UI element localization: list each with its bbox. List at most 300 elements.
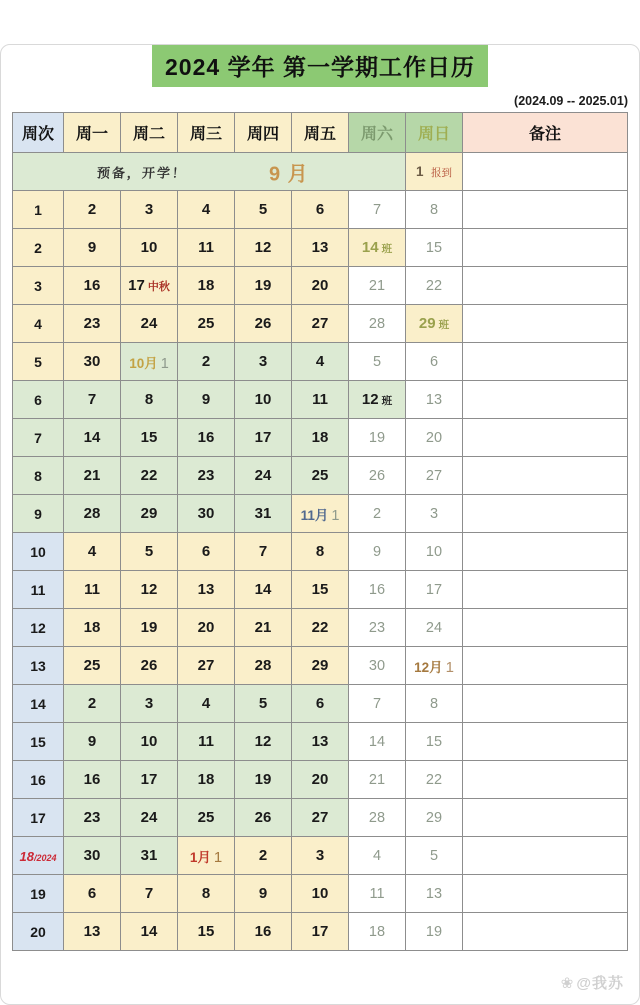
day-number: 13: [311, 733, 329, 750]
remark-cell: [463, 799, 628, 837]
month-prefix: 10月: [129, 355, 158, 371]
day-cell: [406, 837, 463, 875]
day-number: 12: [140, 581, 158, 598]
day-cell: [121, 875, 178, 913]
week-number-cell: 3: [13, 267, 64, 305]
day-number: 7: [372, 696, 382, 712]
day-cell: [64, 343, 121, 381]
day-cell: [349, 495, 406, 533]
header-tuesday: 周二: [121, 113, 178, 153]
day-cell: [64, 723, 121, 761]
day-number: 2: [258, 847, 268, 864]
header-saturday: 周六: [349, 113, 406, 153]
day-cell: [349, 229, 406, 267]
day-cell: [349, 571, 406, 609]
day-number: 3: [258, 353, 268, 370]
day-number: 8: [201, 885, 211, 902]
week-number-cell: 20: [13, 913, 64, 951]
month-row: [13, 153, 628, 191]
day-number: 24: [140, 809, 158, 826]
watermark-flower-logo-icon: ❀: [560, 975, 575, 992]
day-cell: [292, 799, 349, 837]
day-cell: [235, 609, 292, 647]
day-number: 10: [140, 239, 158, 256]
day-number: 27: [311, 315, 329, 332]
day-cell: [292, 457, 349, 495]
day-number: 22: [425, 278, 443, 294]
day-cell: [121, 799, 178, 837]
day-cell: [235, 647, 292, 685]
day-number: 22: [425, 772, 443, 788]
day-number: 25: [311, 467, 329, 484]
month-label: 9 月: [269, 163, 309, 185]
week-row: [13, 495, 628, 533]
week-number-cell: 19: [13, 875, 64, 913]
day-cell: [292, 533, 349, 571]
day-number: 9: [87, 733, 97, 750]
day-number: 15: [425, 240, 443, 256]
day-cell: [349, 799, 406, 837]
day-cell: [406, 305, 463, 343]
day-number: 9: [372, 544, 382, 560]
day-cell: [349, 305, 406, 343]
day-cell: [235, 723, 292, 761]
day-number: 7: [87, 391, 97, 408]
day-cell: [235, 799, 292, 837]
day-number: 14: [361, 239, 379, 256]
day-number: 17: [311, 923, 329, 940]
week-row: [13, 267, 628, 305]
day-number: 9: [87, 239, 97, 256]
day-cell: [121, 495, 178, 533]
calendar-body: [13, 153, 628, 951]
day-cell: [121, 533, 178, 571]
week-row: [13, 647, 628, 685]
day-number: 8: [429, 202, 439, 218]
header-monday: 周一: [64, 113, 121, 153]
day-cell: [406, 609, 463, 647]
week-number-cell: 1: [13, 191, 64, 229]
day-number: 13: [425, 886, 443, 902]
day-cell: [292, 723, 349, 761]
day-number: 18: [83, 619, 101, 636]
day-number: 18: [311, 429, 329, 446]
day-cell: [121, 381, 178, 419]
day-number: 28: [83, 505, 101, 522]
day-number: 13: [83, 923, 101, 940]
day-number: 8: [315, 543, 325, 560]
day-cell: [235, 343, 292, 381]
remark-cell: [463, 647, 628, 685]
day-cell: [178, 571, 235, 609]
header-thursday: 周四: [235, 113, 292, 153]
day-number: 19: [140, 619, 158, 636]
day-cell: [406, 761, 463, 799]
day-cell: [292, 305, 349, 343]
day-cell: [235, 419, 292, 457]
day-cell: [406, 875, 463, 913]
day-number: 10: [311, 885, 329, 902]
day-number: 3: [144, 695, 154, 712]
day-cell: [64, 419, 121, 457]
day-cell: [121, 685, 178, 723]
week-number-cell: 12: [13, 609, 64, 647]
week-row: [13, 571, 628, 609]
remark-cell: [463, 609, 628, 647]
week-number-cell: 11: [13, 571, 64, 609]
watermark-text: @我苏: [576, 975, 624, 992]
remark-cell: [463, 837, 628, 875]
day-cell: [349, 419, 406, 457]
day-cell: [292, 381, 349, 419]
day-cell: [178, 495, 235, 533]
day-number: 14: [368, 734, 386, 750]
day-cell: [235, 913, 292, 951]
week-row: [13, 457, 628, 495]
day-cell: [406, 495, 463, 533]
day-cell: [121, 191, 178, 229]
day-number: 20: [197, 619, 215, 636]
day-cell: [178, 343, 235, 381]
day-cell: [178, 609, 235, 647]
day-cell: [178, 761, 235, 799]
day-cell: [178, 875, 235, 913]
day-cell: [349, 837, 406, 875]
day-cell: [292, 609, 349, 647]
day-number: 1: [445, 658, 454, 676]
day-cell: [406, 571, 463, 609]
day-cell: [178, 191, 235, 229]
day-cell: [64, 533, 121, 571]
day-cell: [406, 457, 463, 495]
week-number-cell: 14: [13, 685, 64, 723]
day-cell: [349, 191, 406, 229]
day-number: 12: [254, 239, 272, 256]
day-number: 6: [429, 354, 439, 370]
remark-cell: [463, 153, 628, 191]
day-tag: 班: [381, 395, 393, 407]
day-number: 7: [372, 202, 382, 218]
day-cell: [406, 419, 463, 457]
week-row: [13, 305, 628, 343]
week-row: [13, 533, 628, 571]
day-number: 1: [331, 507, 340, 524]
semester-start-note: 预备，开学！: [96, 165, 188, 180]
first-day-tag: 报到: [430, 166, 452, 179]
day-number: 13: [425, 392, 443, 408]
day-number: 6: [315, 695, 325, 712]
day-cell: [64, 913, 121, 951]
month-prefix: 11月: [300, 507, 329, 523]
week-number-cell: 10: [13, 533, 64, 571]
day-cell: [406, 533, 463, 571]
day-number: 24: [140, 315, 158, 332]
remark-cell: [463, 381, 628, 419]
remark-cell: [463, 457, 628, 495]
day-number: 8: [144, 391, 154, 408]
day-cell: [121, 761, 178, 799]
day-number: 29: [418, 315, 436, 332]
day-cell: [178, 229, 235, 267]
day-number: 19: [254, 277, 272, 294]
day-number: 16: [254, 923, 272, 940]
remark-cell: [463, 761, 628, 799]
day-cell: [292, 191, 349, 229]
week-number-cell: 8: [13, 457, 64, 495]
day-number: 5: [372, 354, 382, 370]
day-cell: [121, 571, 178, 609]
day-cell: [178, 381, 235, 419]
day-cell: [178, 457, 235, 495]
day-cell: [349, 381, 406, 419]
day-cell: [406, 723, 463, 761]
week-row: [13, 609, 628, 647]
day-cell: [235, 191, 292, 229]
day-cell: [121, 647, 178, 685]
week-row: [13, 799, 628, 837]
day-number: 26: [254, 315, 272, 332]
header-sunday: 周日: [406, 113, 463, 153]
day-number: 26: [140, 657, 158, 674]
day-cell: [349, 343, 406, 381]
day-number: 16: [83, 277, 101, 294]
day-number: 5: [144, 543, 154, 560]
day-number: 13: [311, 239, 329, 256]
day-number: 30: [83, 353, 101, 370]
day-cell: [235, 837, 292, 875]
day-number: 2: [201, 353, 211, 370]
day-cell: [178, 837, 235, 875]
day-cell: [235, 305, 292, 343]
day-number: 16: [197, 429, 215, 446]
day-number: 13: [197, 581, 215, 598]
day-number: 5: [258, 695, 268, 712]
remark-cell: [463, 267, 628, 305]
day-cell: [64, 305, 121, 343]
day-number: 28: [368, 810, 386, 826]
header-friday: 周五: [292, 113, 349, 153]
day-cell: [64, 381, 121, 419]
day-cell: [121, 723, 178, 761]
day-cell: [235, 229, 292, 267]
day-number: 14: [140, 923, 158, 940]
day-number: 21: [254, 619, 272, 636]
day-number: 17: [425, 582, 443, 598]
week-number-cell: 6: [13, 381, 64, 419]
day-cell: [121, 343, 178, 381]
day-number: 11: [198, 733, 214, 750]
day-number: 31: [254, 505, 272, 522]
day-number: 16: [83, 771, 101, 788]
remark-cell: [463, 343, 628, 381]
day-number: 3: [144, 201, 154, 218]
day-number: 22: [140, 467, 158, 484]
week-number-cell: 13: [13, 647, 64, 685]
date-range: (2024.09 -- 2025.01): [514, 94, 628, 108]
day-number: 18: [197, 277, 215, 294]
day-number: 25: [83, 657, 101, 674]
week-row: [13, 761, 628, 799]
remark-cell: [463, 419, 628, 457]
week-row: [13, 381, 628, 419]
day-cell: [235, 761, 292, 799]
day-cell: [292, 875, 349, 913]
header-row: [13, 113, 628, 153]
day-cell: [64, 571, 121, 609]
day-number: 4: [201, 201, 211, 218]
day-number: 7: [258, 543, 268, 560]
day-number: 19: [425, 924, 443, 940]
day-number: 21: [368, 772, 386, 788]
day-cell: [406, 913, 463, 951]
week-number-cell: 16: [13, 761, 64, 799]
day-cell: [121, 305, 178, 343]
day-number: 27: [197, 657, 215, 674]
day-number: 11: [84, 581, 100, 598]
day-number: 8: [429, 696, 439, 712]
day-number: 17: [140, 771, 158, 788]
day-cell: [406, 799, 463, 837]
day-cell: [178, 647, 235, 685]
day-cell: [178, 799, 235, 837]
day-cell: [292, 837, 349, 875]
day-number: 19: [368, 430, 386, 446]
day-cell: [64, 799, 121, 837]
day-number: 15: [311, 581, 329, 598]
day-cell: [178, 533, 235, 571]
day-cell: [178, 305, 235, 343]
day-number: 11: [369, 886, 385, 902]
day-cell: [235, 533, 292, 571]
week-row: [13, 685, 628, 723]
week-number-cell: 18/2024: [13, 837, 64, 875]
day-tag: 班: [438, 319, 450, 331]
day-number: 4: [87, 543, 97, 560]
day-number: 1: [213, 848, 223, 866]
day-cell: [349, 875, 406, 913]
week-row: [13, 875, 628, 913]
day-number: 7: [144, 885, 154, 902]
day-cell: [406, 229, 463, 267]
day-cell: [235, 457, 292, 495]
day-number: 17: [254, 429, 272, 446]
day-cell: [235, 685, 292, 723]
week-row: [13, 913, 628, 951]
day-number: 22: [311, 619, 329, 636]
day-cell: [349, 457, 406, 495]
month-prefix: 1月: [189, 849, 211, 865]
day-cell: [349, 685, 406, 723]
day-number: 20: [311, 771, 329, 788]
day-cell: [64, 229, 121, 267]
week-number-cell: 17: [13, 799, 64, 837]
day-cell: [406, 343, 463, 381]
day-number: 16: [368, 582, 386, 598]
day-cell: [121, 267, 178, 305]
week-row: [13, 723, 628, 761]
day-number: 29: [140, 505, 158, 522]
day-number: 6: [201, 543, 211, 560]
day-cell: [178, 419, 235, 457]
week-number-cell: 2: [13, 229, 64, 267]
first-day-cell: [406, 153, 463, 191]
remark-cell: [463, 229, 628, 267]
week-number-cell: 7: [13, 419, 64, 457]
day-cell: [64, 191, 121, 229]
day-number: 23: [197, 467, 215, 484]
day-number: 23: [83, 809, 101, 826]
day-cell: [292, 267, 349, 305]
day-number: 10: [425, 544, 443, 560]
day-cell: [64, 495, 121, 533]
header-remarks: 备注: [463, 113, 628, 153]
day-number: 21: [368, 278, 386, 294]
week-number-cell: 15: [13, 723, 64, 761]
day-number: 4: [201, 695, 211, 712]
day-number: 21: [83, 467, 101, 484]
day-cell: [349, 267, 406, 305]
day-number: 23: [368, 620, 386, 636]
day-number: 15: [425, 734, 443, 750]
day-cell: [64, 761, 121, 799]
day-cell: [235, 267, 292, 305]
day-number: 17: [128, 277, 145, 294]
day-cell: [349, 609, 406, 647]
september-month-cell: [13, 153, 406, 191]
day-cell: [292, 419, 349, 457]
day-cell: [292, 685, 349, 723]
day-number: 14: [83, 429, 101, 446]
day-cell: [64, 609, 121, 647]
day-number: 29: [425, 810, 443, 826]
day-number: 11: [312, 391, 328, 408]
day-number: 2: [87, 695, 97, 712]
day-number: 19: [254, 771, 272, 788]
header-wednesday: 周三: [178, 113, 235, 153]
day-cell: [235, 571, 292, 609]
day-number: 20: [311, 277, 329, 294]
day-cell: [235, 495, 292, 533]
day-cell: [406, 381, 463, 419]
day-cell: [178, 267, 235, 305]
day-cell: [178, 913, 235, 951]
day-number: 23: [83, 315, 101, 332]
day-number: 26: [368, 468, 386, 484]
day-cell: [64, 647, 121, 685]
day-number: 24: [254, 467, 272, 484]
day-number: 14: [254, 581, 272, 598]
day-number: 6: [315, 201, 325, 218]
day-number: 1: [160, 355, 169, 372]
day-cell: [64, 457, 121, 495]
day-number: 27: [311, 809, 329, 826]
day-number: 30: [368, 658, 386, 674]
week-row: [13, 191, 628, 229]
day-cell: [235, 381, 292, 419]
week-row: [13, 419, 628, 457]
day-cell: [292, 343, 349, 381]
remark-cell: [463, 305, 628, 343]
day-cell: [349, 723, 406, 761]
week-row: [13, 837, 628, 875]
page-title: 2024 学年 第一学期工作日历: [152, 44, 488, 87]
day-number: 3: [429, 506, 439, 522]
remark-cell: [463, 533, 628, 571]
day-number: 2: [372, 506, 382, 522]
day-tag: 班: [381, 243, 393, 255]
day-cell: [406, 191, 463, 229]
day-number: 5: [258, 201, 268, 218]
